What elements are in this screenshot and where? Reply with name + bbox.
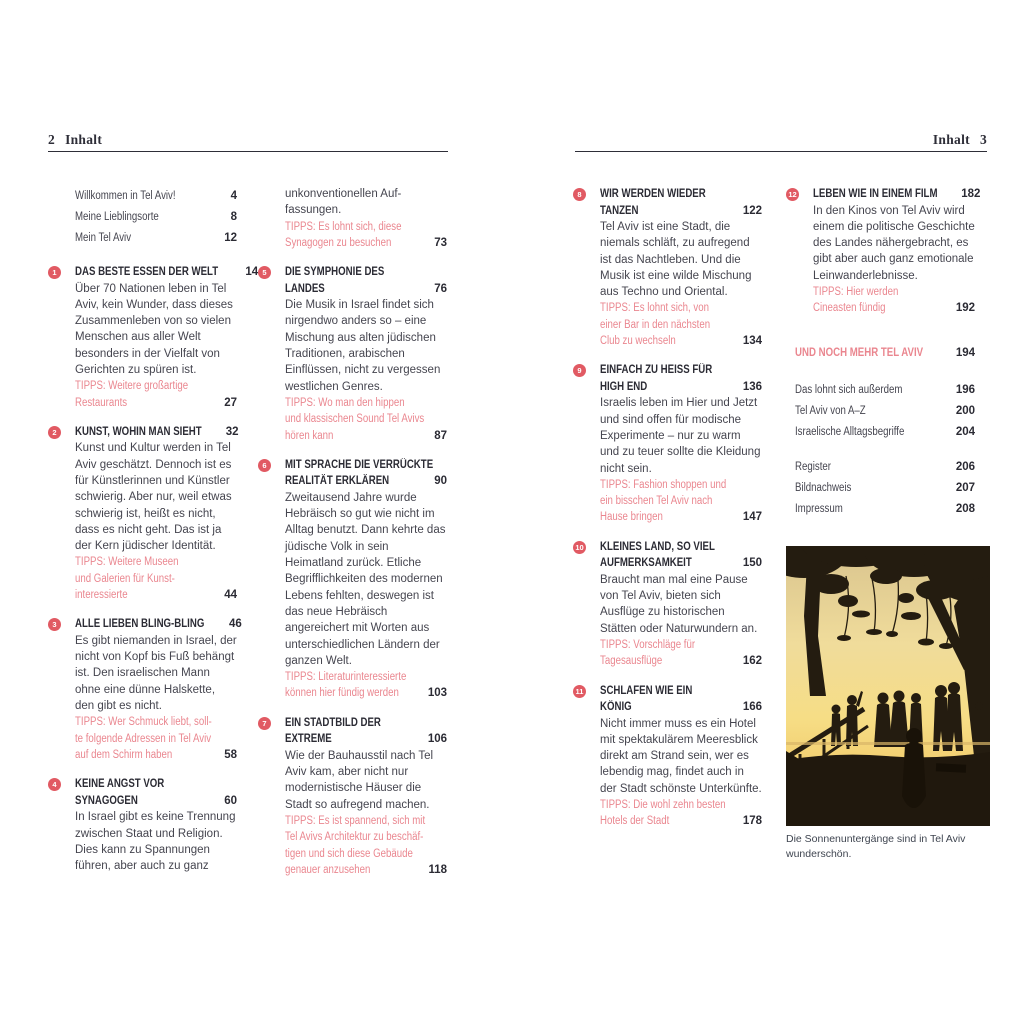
entry-tipps-text: und Galerien für Kunst-	[75, 572, 175, 585]
entry-content	[285, 264, 447, 444]
sunset-photo	[786, 546, 990, 826]
entry-title-text: KEINE ANGST VOR	[75, 778, 165, 791]
intro-item-label: Willkommen in Tel Aviv!	[75, 190, 176, 202]
entry-title-line	[285, 473, 447, 490]
entry-number-badge: 4	[48, 778, 61, 791]
entry-tipps-line	[600, 333, 762, 349]
entry-tipps-text: und klassischen Sound Tel Avivs	[285, 413, 425, 426]
entry-tipps	[285, 669, 447, 702]
left-page-header	[48, 130, 448, 152]
entry-tipps-line	[285, 235, 447, 251]
tipps-page-number: 147	[742, 511, 762, 524]
entry-content	[75, 616, 242, 763]
toc-entry-1	[48, 264, 259, 411]
toc-column-4	[786, 186, 990, 862]
entry-tipps-text: TIPPS: Wer Schmuck liebt, soll-	[75, 716, 212, 729]
entry-title-line	[600, 362, 762, 379]
entry-title-text: SYNAGOGEN	[75, 794, 138, 807]
entry-tipps-line	[285, 813, 447, 829]
entry-tipps-text: ein bisschen Tel Aviv nach	[600, 495, 713, 508]
entry-content	[600, 362, 762, 525]
intro-item-label: Meine Lieblingsorte	[75, 211, 159, 223]
toc-column-2	[258, 186, 447, 891]
entry-title-line	[285, 715, 447, 732]
entry-tipps	[600, 300, 762, 349]
entry-tipps	[600, 477, 762, 526]
entry-title-text: EINFACH ZU HEISS FÜR	[600, 364, 713, 377]
entry-title-line	[75, 776, 237, 793]
entry-title-text: WIR WERDEN WIEDER	[600, 188, 706, 200]
entry-tipps-line	[285, 395, 447, 411]
entry-tipps-text: TIPPS: Vorschläge für	[600, 638, 696, 651]
entry-page-number: 136	[742, 380, 762, 393]
entry-tipps	[285, 813, 447, 878]
entry-tipps-text: TIPPS: Die wohl zehn besten	[600, 799, 726, 812]
entry-tipps-text: Hause bringen	[600, 511, 663, 524]
entry-title-line	[75, 264, 259, 281]
entry-description: Es gibt niemanden in Israel, der nicht von Kopf bis Fuß behängt ist. Den israelischen Mann ohne eine dünne Halskette, den gibt es nicht.	[75, 634, 237, 713]
entry-description: Israelis leben im Hier und Jetzt und sind offen für modische Experimente – nur zu warm und zu teuer sollte die Kleidung nicht sein.	[600, 397, 761, 475]
entry-tipps-text: Restaurants	[75, 396, 128, 409]
entry-tipps-line	[75, 554, 237, 570]
entry-page-number: 76	[434, 282, 447, 295]
entry-tipps-line	[813, 300, 975, 316]
entry-number-badge: 6	[258, 459, 271, 472]
entry-page-number: 14	[245, 266, 259, 278]
entry-page-number: 90	[434, 475, 447, 488]
entry-title-line	[285, 457, 447, 474]
entry-description: Nicht immer muss es ein Hotel mit spektakulärem Meeresblick direkt am Strand sein, wer es lebendig mag, findet auch in der Stadt schönste Unterkünfte.	[600, 717, 762, 795]
entry-tipps	[285, 395, 447, 444]
entry-tipps-line	[75, 378, 237, 394]
more-item	[795, 380, 975, 401]
entry-content	[285, 457, 447, 702]
tipps-page-number: 44	[224, 589, 237, 602]
entry-title-text: KLEINES LAND, SO VIEL	[600, 540, 715, 553]
toc-entry-4	[48, 776, 237, 874]
toc-entry-12	[786, 186, 990, 317]
entry-title-text: KÖNIG	[600, 701, 632, 714]
entry-tipps-text: TIPPS: Es lohnt sich, diese	[285, 220, 402, 233]
more-item-label: Das lohnt sich außerdem	[795, 383, 903, 396]
entry-tipps-line	[75, 714, 237, 730]
entry-tipps-text: Tel Avivs Architektur zu beschäf-	[285, 831, 424, 844]
entry-page-number: 60	[224, 794, 237, 807]
toc-entry-2	[48, 424, 237, 603]
more-item-label: Impressum	[795, 502, 843, 515]
entry-title-text: KUNST, WOHIN MAN SIEHT	[75, 425, 202, 438]
entry-number-badge: 8	[573, 188, 586, 201]
entry-tipps-line	[75, 571, 237, 587]
entry-description: Braucht man mal eine Pause von Tel Aviv, bieten sich Ausflüge zu historischen Stätten oder Naturwundern an.	[600, 573, 758, 635]
entry-page-number: 122	[742, 204, 762, 217]
entry-description: In den Kinos von Tel Aviv wird einem die politische Geschichte des Landes nähergebracht, es gibt aber auch ganz emotionale Leinwanderlebnisse.	[813, 204, 975, 282]
entry-tipps-text: TIPPS: Es ist spannend, sich mit	[285, 814, 426, 827]
entry-tipps	[75, 554, 237, 603]
entry-title-line	[285, 264, 447, 281]
more-item-page: 204	[955, 425, 975, 438]
right-page-header	[575, 130, 987, 152]
entry-tipps-line	[75, 731, 237, 747]
entry-tipps-line	[285, 669, 447, 685]
more-heading-text: UND NOCH MEHR TEL AVIV	[795, 346, 924, 359]
entry-tipps-text: TIPPS: Wo man den hippen	[285, 396, 405, 409]
intro-item-page: 8	[230, 211, 237, 223]
entry-page-number: 106	[427, 733, 447, 746]
entry-description-line: unkonventionellen Auf-	[285, 188, 402, 200]
entry-number-badge: 1	[48, 266, 61, 279]
entry-tipps-text: genauer anzusehen	[285, 863, 371, 876]
entry-title-line	[75, 616, 242, 633]
entry-title-text: DIE SYMPHONIE DES	[285, 266, 385, 279]
entry-number-badge: 9	[573, 364, 586, 377]
intro-item-label: Mein Tel Aviv	[75, 232, 132, 244]
entry-content	[285, 186, 447, 251]
entry-tipps-text: interessierte	[75, 589, 128, 602]
entry-tipps-text: TIPPS: Es lohnt sich, von	[600, 302, 710, 315]
entry-tipps-line	[600, 477, 762, 493]
tipps-page-number: 73	[434, 236, 447, 249]
intro-item	[75, 228, 237, 249]
more-item-label: Bildnachweis	[795, 481, 852, 494]
entry-title-text: AUFMERKSAMKEIT	[600, 557, 692, 570]
entry-tipps-line	[600, 509, 762, 525]
entry-page-number: 182	[961, 188, 981, 200]
entry-tipps-line	[285, 219, 447, 235]
right-page-header-label: Inhalt	[932, 132, 970, 147]
sunset-photo-figure	[786, 546, 990, 862]
entry-tipps-line	[600, 317, 762, 333]
tipps-page-number: 162	[742, 655, 762, 668]
entry-description: Über 70 Nationen leben in Tel Aviv, kein Wunder, dass dieses Zusammenleben von so vielen Menschen aus aller Welt besonders in der Vielfalt von Gerichten zu spüren ist.	[75, 282, 233, 376]
entry-page-number: 166	[742, 701, 762, 714]
entry-tipps	[600, 797, 762, 830]
entry-tipps-line	[75, 395, 237, 411]
entry-title-text: HIGH END	[600, 380, 648, 393]
tipps-page-number: 118	[428, 863, 447, 876]
entry-title-line	[600, 203, 762, 220]
entry-tipps-line	[285, 428, 447, 444]
entry-title-line	[75, 793, 237, 810]
entry-title-line	[75, 424, 237, 441]
entry-tipps-line	[600, 637, 762, 653]
entry-tipps-text: können hier fündig werden	[285, 687, 399, 700]
entry-tipps	[75, 378, 237, 411]
entry-tipps-line	[600, 300, 762, 316]
intro-list	[75, 186, 237, 249]
entry-number-badge: 2	[48, 426, 61, 439]
entry-number-badge: 10	[573, 541, 586, 554]
entry-title-text: MIT SPRACHE DIE VERRÜCKTE	[285, 458, 434, 471]
more-item-page: 196	[955, 383, 975, 396]
entry-tipps-text: hören kann	[285, 429, 334, 442]
entry-tipps-text: auf dem Schirm haben	[75, 748, 173, 761]
entry-description: Kunst und Kultur werden in Tel Aviv geschätzt. Dennoch ist es für Künstlerinnen und Künstler schwierig. Aber nur, weil etwas schwierig ist, heißt es nicht, dass es nicht geht. Das ist ja der Kern jüdischer Identität.	[75, 442, 232, 553]
tipps-page-number: 58	[224, 748, 237, 761]
entry-tipps-line	[600, 653, 762, 669]
entry-tipps-text: TIPPS: Hier werden	[813, 285, 899, 298]
entry-tipps-text: TIPPS: Weitere Museen	[75, 556, 179, 569]
entry-title-text: TANZEN	[600, 204, 639, 217]
entry-tipps-line	[600, 813, 762, 829]
entry-tipps-text: te folgende Adressen in Tel Aviv	[75, 732, 212, 745]
entry-tipps-text: Cineasten fündig	[813, 302, 886, 315]
entry-title-text: REALITÄT ERKLÄREN	[285, 475, 390, 488]
toc-column-1	[48, 186, 259, 887]
entry-content	[600, 186, 762, 349]
entry-title-line	[600, 539, 762, 556]
tipps-page-number: 134	[742, 335, 762, 348]
entry-tipps	[75, 714, 237, 763]
entry-description: Wie der Bauhausstil nach Tel Aviv kam, aber nicht nur modernistische Häuser die Stadt so aufregend machen.	[285, 749, 434, 811]
toc-entry-3	[48, 616, 242, 763]
entry-content	[75, 776, 237, 874]
photo-caption: Die Sonnenuntergänge sind in Tel Aviv wunderschön.	[786, 832, 966, 860]
more-section	[795, 345, 975, 520]
more-item-page: 207	[955, 481, 975, 494]
entry-tipps-line	[285, 685, 447, 701]
more-item-label: Tel Aviv von A–Z	[795, 404, 866, 417]
toc-entry-5	[258, 264, 447, 444]
entry-content	[75, 264, 259, 411]
entry-number-badge: 5	[258, 266, 271, 279]
entry-tipps-line	[285, 411, 447, 427]
entry-tipps	[813, 284, 975, 317]
toc-entry-9	[573, 362, 762, 525]
toc-entry-8	[573, 186, 762, 349]
entry-description: Zweitausend Jahre wurde Hebräisch so gut wie nicht im Alltag benutzt. Dann kehrte das jüdische Volk in sein Heimatland zurück. Etliche Begrifflichkeiten des modernen Lebens fehlten, deswegen ist das neue Hebräisch angereichert mit Worten aus unterschiedlichen Ländern der ganzen Welt.	[285, 491, 446, 667]
entry-description: Die Musik in Israel findet sich nirgendwo anders so – eine Mischung aus alten jüdischen Traditionen, arabischen Einflüssen, nicht zu vergessen westlichen Genres.	[285, 299, 441, 393]
intro-item	[75, 186, 237, 207]
left-page-header-label: Inhalt	[65, 132, 103, 147]
entry-number-badge: 7	[258, 717, 271, 730]
toc-entry-11	[573, 683, 762, 830]
more-item	[795, 401, 975, 422]
entry-content	[600, 683, 762, 830]
entry-page-number: 32	[225, 425, 239, 438]
entry-tipps	[600, 637, 762, 670]
more-item	[795, 457, 975, 478]
entry-title-text: LEBEN WIE IN EINEM FILM	[813, 188, 938, 200]
more-list	[795, 457, 975, 520]
entry-tipps-line	[75, 747, 237, 763]
entry-tipps-text: TIPPS: Weitere großartige	[75, 380, 189, 393]
entry-title-text: EXTREME	[285, 733, 332, 746]
entry-title-line	[285, 281, 447, 298]
more-item	[795, 478, 975, 499]
more-item-page: 206	[955, 460, 975, 473]
tipps-page-number: 192	[955, 302, 975, 315]
entry-tipps-line	[285, 862, 447, 878]
more-heading-page: 194	[955, 346, 975, 359]
tipps-page-number: 87	[434, 429, 447, 442]
left-page-number: 2	[48, 132, 56, 147]
entry-title-text: ALLE LIEBEN BLING-BLING	[75, 618, 205, 631]
entry-title-text: SCHLAFEN WIE EIN	[600, 684, 693, 697]
more-section-heading	[795, 345, 975, 362]
entry-tipps-text: Tagesausflüge	[600, 655, 663, 668]
entry-tipps-line	[600, 493, 762, 509]
entry-number-badge: 3	[48, 618, 61, 631]
entry-page-number: 46	[228, 618, 242, 631]
tipps-page-number: 103	[427, 687, 447, 700]
toc-entry-10	[573, 539, 762, 670]
entry-description-line: fassungen.	[285, 204, 342, 217]
entry-content	[813, 186, 981, 317]
entry-content	[75, 424, 237, 603]
more-item-label: Israelische Alltagsbegriffe	[795, 425, 905, 438]
more-list	[795, 380, 975, 443]
entry-description: In Israel gibt es keine Trennung zwischen Staat und Religion. Dies kann zu Spannungen führen, aber auch zu ganz	[75, 811, 236, 873]
entry-tipps-line	[813, 284, 975, 300]
entry-tipps-text: Club zu wechseln	[600, 335, 676, 348]
entry-title-text: EIN STADTBILD DER	[285, 716, 381, 729]
entry-title-line	[600, 379, 762, 396]
more-item	[795, 499, 975, 520]
entry-title-text: LANDES	[285, 282, 325, 295]
entry-tipps	[285, 219, 447, 252]
tipps-page-number: 27	[224, 396, 237, 409]
toc-entry-6	[258, 457, 447, 702]
intro-item	[75, 207, 237, 228]
entry-tipps-text: TIPPS: Literaturinteressierte	[285, 671, 407, 684]
entry-tipps-text: Synagogen zu besuchen	[285, 236, 392, 249]
right-page-number: 3	[979, 132, 987, 147]
entry-number-badge: 12	[786, 188, 799, 201]
entry-number-badge: 11	[573, 685, 586, 698]
entry-content	[600, 539, 762, 670]
entry-tipps-line	[285, 829, 447, 845]
entry-tipps-text: TIPPS: Fashion shoppen und	[600, 478, 727, 491]
entry-title-line	[813, 186, 981, 203]
entry-tipps-text: tigen und sich diese Gebäude	[285, 847, 413, 860]
entry-tipps-line	[600, 797, 762, 813]
entry-title-line	[600, 699, 762, 716]
toc-entry-7	[258, 715, 447, 878]
more-item-page: 208	[955, 502, 975, 515]
tipps-page-number: 178	[742, 815, 762, 828]
more-item-page: 200	[955, 404, 975, 417]
toc-column-3	[573, 186, 762, 843]
more-item-label: Register	[795, 460, 831, 473]
entry-tipps-line	[285, 846, 447, 862]
entry-title-line	[600, 555, 762, 572]
entry-title-line	[600, 683, 762, 700]
entry-title-line	[285, 731, 447, 748]
more-item	[795, 422, 975, 443]
intro-item-page: 12	[224, 232, 237, 244]
entry-page-number: 150	[742, 557, 762, 570]
entry-content	[285, 715, 447, 878]
toc-entry-continuation	[258, 186, 447, 251]
entry-tipps-text: Hotels der Stadt	[600, 815, 670, 828]
entry-tipps-line	[75, 587, 237, 603]
entry-tipps-text: einer Bar in den nächsten	[600, 318, 711, 331]
entry-title-line	[600, 186, 762, 203]
intro-item-page: 4	[230, 190, 237, 202]
entry-description: Tel Aviv ist eine Stadt, die niemals schläft, zu aufregend ist das Nachtleben. Und die Musik ist eine wilde Mischung aus Techno und Oriental.	[600, 221, 752, 299]
entry-title-text: DAS BESTE ESSEN DER WELT	[75, 266, 219, 278]
